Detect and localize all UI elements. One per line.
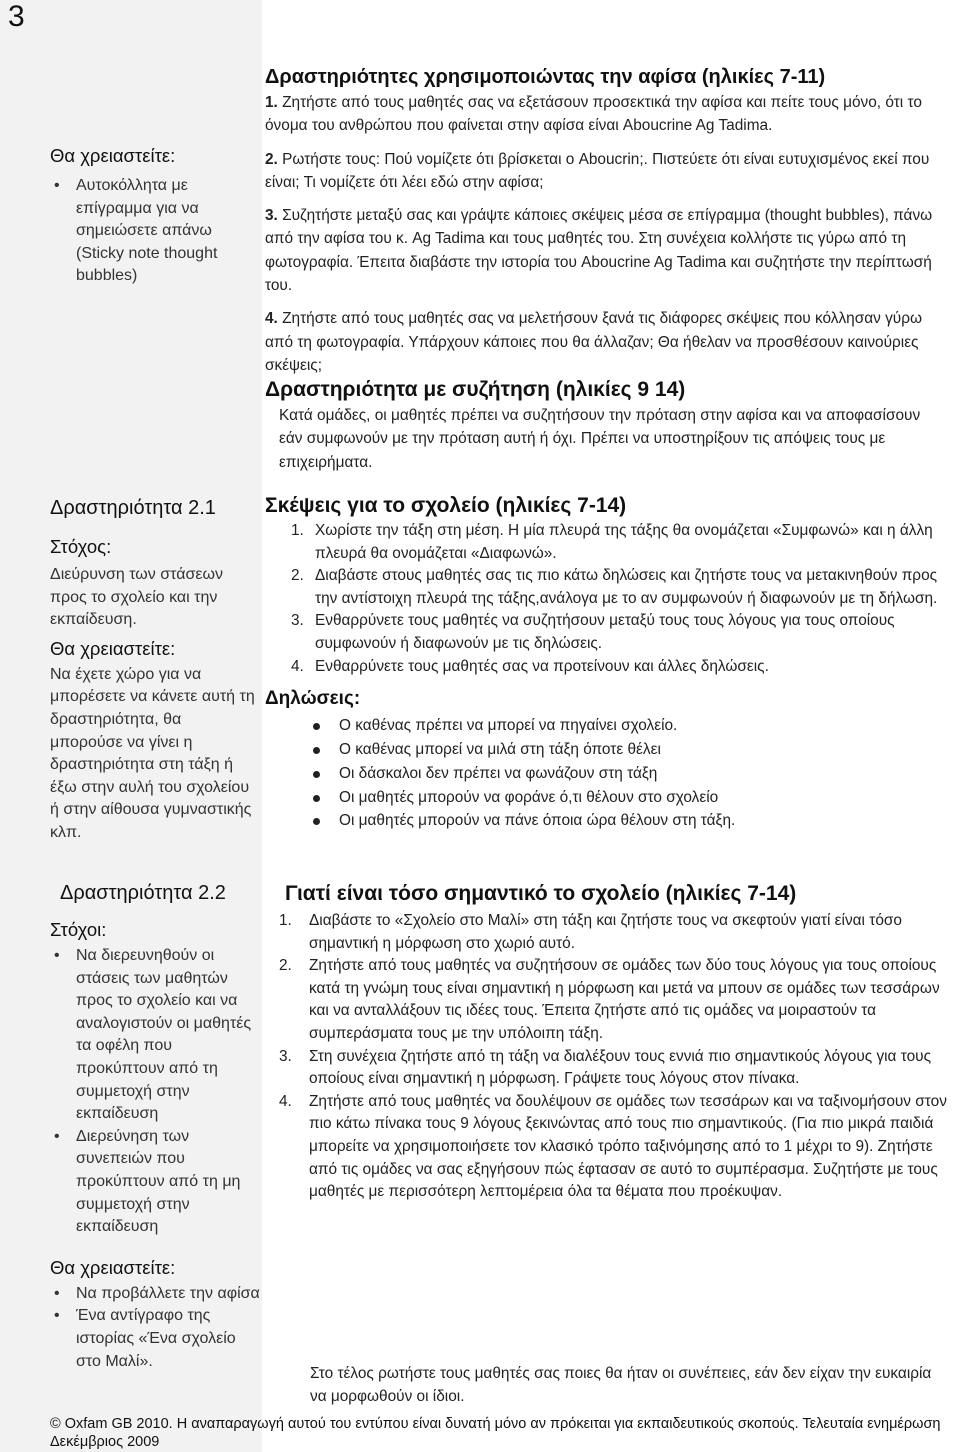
list-item: 3. Ενθαρρύνετε τους μαθητές να συζητήσουν μεταξύ τους τους λόγους για τους οποίους συμφωνούν ή διαφωνούν με τις δηλώσεις. [291, 612, 895, 652]
activity-2-2-block [50, 882, 262, 1373]
closing-question: Στο τέλος ρωτήστε τους μαθητές σας ποιες θα ήταν οι συνέπειες, εάν δεν είχαν την ευκαιρία να μορφωθούν οι ίδιοι. [310, 1365, 932, 1406]
list-item: Οι μαθητές μπορούν να πάνε όποια ώρα θέλουν στη τάξη. [305, 809, 945, 833]
activity-2-2-goals-heading: Στόχοι: [50, 919, 107, 940]
activity-2-2-title: Δραστηριότητα 2.2 [60, 882, 226, 904]
list-item: Οι δάσκαλοι δεν πρέπει να φωνάζουν στη τάξη [305, 762, 945, 786]
sidebar-needs-heading: Θα χρειαστείτε: [50, 145, 176, 166]
list-item: • Να προβάλλετε την αφίσα [50, 1283, 262, 1306]
importance-section [265, 882, 957, 1204]
activity-2-1-title: Δραστηριότητα 2.1 [50, 497, 216, 519]
statements-list [265, 714, 945, 833]
list-item: 3. Στη συνέχεια ζητήστε από τη τάξη να διαλέξουν τους εννιά πιο σημαντικούς λόγους για τους οποίους είναι σημαντική η μόρφωση. Γράψετε τους λόγους στον πίνακα. [279, 1047, 931, 1088]
discussion-heading: Δραστηριότητα με συζήτηση (ηλικίες 9 14) [265, 378, 686, 401]
discussion-text: Κατά ομάδες, οι μαθητές πρέπει να συζητήσουν την πρόταση στην αφίσα και να αποφασίσουν εάν συμφωνούν με την πρόταση αυτή ή όχι. Πρέπει να υποστηρίξουν τις απόψεις τους με επιχειρήματα. [279, 407, 921, 471]
poster-item: 3. Συζητήστε μεταξύ σας και γράψτε κάποιες σκέψεις μέσα σε επίγραμμα (thought bubbles), πάνω από την αφίσα του κ. Ag Tadima και τους μαθητές του. Στη συνέχεια κολλήστε τις γύρω από τη φωτογραφία. Έπειτα διαβάστε την ιστορία του Aboucrine Ag Tadima και συζητήστε την περίπτωσή του. [265, 207, 933, 295]
activity-2-1-block [50, 497, 255, 845]
list-item: 2. Ζητήστε από τους μαθητές να συζητήσουν σε ομάδες των δύο τους λόγους για τους οποίους κατά τη γνώμη τους είναι σημαντική η μόρφωση και μετά να μπουν σε ομάδες των τεσσάρων και να ανταλλάξουν τις ιδέες τους. Έπειτα ζητήστε από τις ομάδες να μοιραστούν τα συμπεράσματα τους με την υπόλοιπη τάξη. [279, 957, 940, 1042]
list-item: 2. Διαβάστε στους μαθητές σας τις πιο κάτω δηλώσεις και ζητήστε τους να μετακινηθούν προς την αντίστοιχη πλευρά της τάξης,ανάλογα με το αν συμφωνούν ή διαφωνούν με τη δήλωση. [291, 567, 938, 607]
list-item: • Ένα αντίγραφο της ιστορίας «Ένα σχολείο στο Μαλί». [50, 1305, 262, 1373]
list-item: 1. Διαβάστε το «Σχολείο στο Μαλί» στη τάξη και ζητήστε τους να σκεφτούν γιατί είναι τόσο σημαντική η μόρφωση στο χωριό αυτό. [279, 912, 902, 952]
poster-activities-section [265, 66, 945, 377]
poster-item: 4. Ζητήστε από τους μαθητές σας να μελετήσουν ξανά τις διάφορες σκέψεις που κόλλησαν γύρω από τη φωτογραφία. Υπάρχουν κάποιες που θα άλλαζαν; Θα ήθελαν να προσθέσουν καινούριες σκέψεις; [265, 310, 922, 374]
statements-heading: Δηλώσεις: [265, 688, 361, 710]
list-item: Ο καθένας πρέπει να μπορεί να πηγαίνει σχολείο. [305, 714, 945, 738]
activity-2-1-goal-heading: Στόχος: [50, 536, 112, 557]
thoughts-heading: Σκέψεις για το σχολείο (ηλικίες 7-14) [265, 494, 627, 517]
activity-2-1-goal-text: Διεύρυνση των στάσεων προς το σχολείο και την εκπαίδευση. [50, 566, 223, 629]
copyright-footer: © Oxfam GB 2010. Η αναπαραγωγή αυτού του εντύπου είναι δυνατή μόνο αν πρόκειται για εκπαιδευτικούς σκοπούς. Τελευταία ενημέρωση Δεκέμβριος 2009 [50, 1416, 941, 1450]
discussion-section [265, 378, 945, 474]
activity-2-1-needs-text: Να έχετε χώρο για να μπορέσετε να κάνετε αυτή τη δραστηριότητα, θα μπορούσε να γίνει η δραστηριότητα στη τάξη ή έξω στην αυλή του σχολείου ή στην αίθουσα γυμναστικής κλπ. [50, 665, 255, 841]
sidebar-needs-list [50, 175, 255, 288]
activity-2-2-goals-list [50, 945, 262, 1239]
list-item: • Διερεύνηση των συνεπειών που προκύπτουν από τη μη συμμετοχή στην εκπαίδευση [50, 1126, 262, 1239]
poster-item: 2. Ρωτήστε τους: Πού νομίζετε ότι βρίσκεται ο Aboucrin;. Πιστεύετε ότι είναι ευτυχισμένος εκεί που είναι; Τι νομίζετε ότι λέει εδώ στην αφίσα; [265, 150, 930, 191]
list-item: Ο καθένας μπορεί να μιλά στη τάξη όποτε θέλει [305, 738, 945, 762]
list-item: 4. Ζητήστε από τους μαθητές να δουλέψουν σε ομάδες των τεσσάρων και να ταξινομήσουν στον πιο κάτω πίνακα τους 9 λόγους ξεκινώντας από τους πιο σημαντικούς. (Για πιο μικρά παιδιά μπορείτε να χρησιμοποιήσετε τον κλασικό τρόπο ταξινόμησης από το 1 μέχρι το 9). Ζητήστε από τις ομάδες να σας εξηγήσουν πώς έφτασαν σε αυτό το συμπέρασμα. Συζητήστε με τους μαθητές με περισσότερη λεπτομέρεια όλα τα θέματα που προέκυψαν. [279, 1092, 947, 1201]
page-number: 3 [8, 0, 25, 33]
importance-list [265, 910, 957, 1204]
poster-item: 1. Ζητήστε από τους μαθητές σας να εξετάσουν προσεκτικά την αφίσα και πείτε τους μόνο, ότι το όνομα του ανθρώπου που φαίνεται στην αφίσα είναι Aboucrine Ag Tadima. [265, 94, 922, 135]
list-item: Οι μαθητές μπορούν να φοράνε ό,τι θέλουν στο σχολείο [305, 786, 945, 810]
activity-2-1-needs-heading: Θα χρειαστείτε: [50, 637, 176, 659]
list-item: • Να διερευνηθούν οι στάσεις των μαθητών προς το σχολείο και να αναλογιστούν οι μαθητές τα οφέλη που προκύπτουν από τη συμμετοχή στην εκπαίδευση [50, 945, 262, 1126]
activity-2-2-needs-heading: Θα χρειαστείτε: [50, 1256, 176, 1278]
list-item: 4. Ενθαρρύνετε τους μαθητές σας να προτείνουν και άλλες δηλώσεις. [291, 657, 769, 675]
poster-activities-heading: Δραστηριότητες χρησιμοποιώντας την αφίσα (ηλικίες 7-11) [265, 66, 826, 88]
list-item: • Αυτοκόλλητα με επίγραμμα για να σημειώσετε απάνω (Sticky note thought bubbles) [50, 175, 255, 288]
sidebar-needs-block [50, 145, 255, 288]
activity-2-2-needs-list [50, 1283, 262, 1373]
thoughts-list [265, 520, 945, 678]
list-item: 1. Χωρίστε την τάξη στη μέση. Η μία πλευρά της τάξης θα ονομάζεται «Συμφωνώ» και η άλλη πλευρά θα ονομάζεται «Διαφωνώ». [291, 522, 933, 562]
importance-heading: Γιατί είναι τόσο σημαντικό το σχολείο (ηλικίες 7-14) [285, 882, 797, 905]
thoughts-section [265, 494, 945, 833]
